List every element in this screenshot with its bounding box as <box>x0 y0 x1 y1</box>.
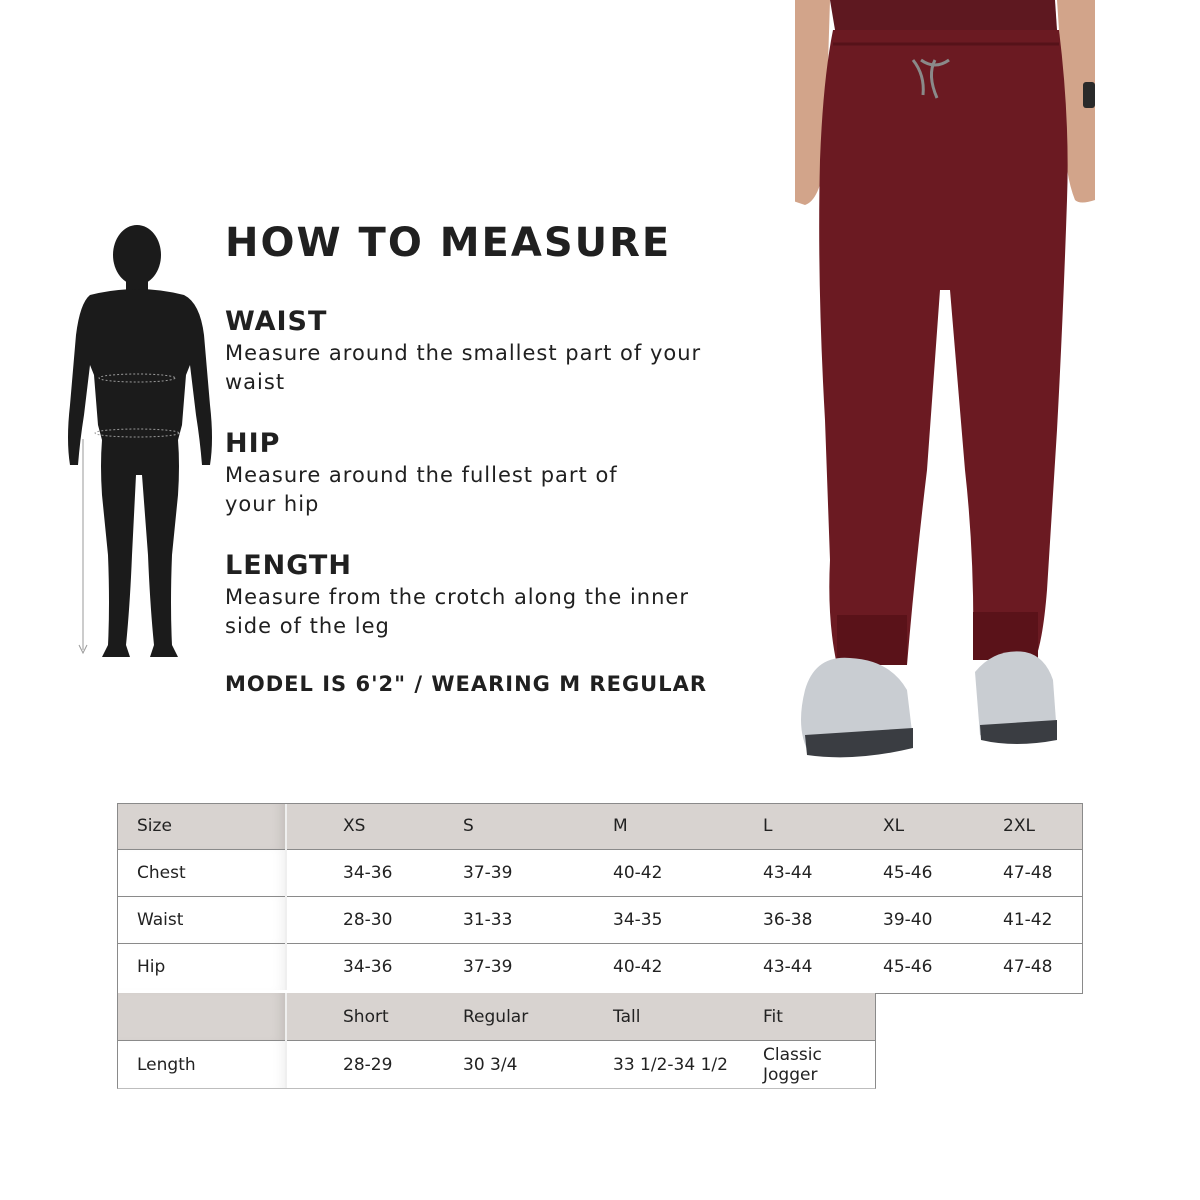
row-label: Waist <box>117 897 286 944</box>
model-note: MODEL IS 6'2" / WEARING M REGULAR <box>225 672 708 696</box>
table-cell: 39-40 <box>883 897 1003 944</box>
table-cell: 28-29 <box>286 1041 463 1089</box>
header-cell-xl: XL <box>883 803 1003 850</box>
table-cell: 41-42 <box>1003 897 1083 944</box>
measure-guide <box>225 220 785 696</box>
table-cell: 34-36 <box>286 850 463 897</box>
length-description: Measure from the crotch along the inner side of the leg <box>225 585 689 638</box>
guide-title: HOW TO MEASURE <box>225 220 672 266</box>
table-cell: 47-48 <box>1003 850 1083 897</box>
header-cell-tall: Tall <box>613 993 763 1041</box>
header-cell-m: M <box>613 803 763 850</box>
length-heading: LENGTH <box>225 550 352 581</box>
length-header-row <box>117 993 876 1041</box>
row-label: Hip <box>117 944 286 991</box>
table-cell: 47-48 <box>1003 944 1083 991</box>
length-section <box>225 550 689 641</box>
header-cell-fit: Fit <box>763 993 876 1041</box>
table-cell: 34-36 <box>286 944 463 991</box>
header-cell-regular: Regular <box>463 993 613 1041</box>
size-chart-table <box>117 803 1083 990</box>
table-cell: 45-46 <box>883 944 1003 991</box>
hip-section <box>225 428 618 519</box>
length-chart-table <box>117 993 876 1088</box>
header-cell-short: Short <box>286 993 463 1041</box>
header-cell-l: L <box>763 803 883 850</box>
table-cell: 33 1/2-34 1/2 <box>613 1041 763 1089</box>
hip-description: Measure around the fullest part of your hip <box>225 463 618 516</box>
row-label: Length <box>117 1041 286 1089</box>
table-cell: 31-33 <box>463 897 613 944</box>
table-cell: 43-44 <box>763 944 883 991</box>
table-cell: 37-39 <box>463 850 613 897</box>
row-label: Chest <box>117 850 286 897</box>
table-cell: 43-44 <box>763 850 883 897</box>
table-cell: 40-42 <box>613 944 763 991</box>
table-row-length <box>117 1041 876 1089</box>
header-cell-size: Size <box>117 803 286 850</box>
table-cell: 34-35 <box>613 897 763 944</box>
header-cell-s: S <box>463 803 613 850</box>
table-cell: 30 3/4 <box>463 1041 613 1089</box>
waist-heading: WAIST <box>225 306 328 337</box>
table-cell: Classic Jogger <box>763 1041 876 1089</box>
table-row-waist <box>117 897 1083 944</box>
model-photo <box>795 0 1095 770</box>
table-cell: 36-38 <box>763 897 883 944</box>
table-cell: 40-42 <box>613 850 763 897</box>
size-header-row <box>117 803 1083 850</box>
header-cell-empty <box>117 993 286 1041</box>
table-row-chest <box>117 850 1083 897</box>
table-cell: 28-30 <box>286 897 463 944</box>
hip-heading: HIP <box>225 428 281 459</box>
header-cell-2xl: 2XL <box>1003 803 1083 850</box>
table-cell: 45-46 <box>883 850 1003 897</box>
waist-description: Measure around the smallest part of your waist <box>225 341 702 394</box>
body-silhouette <box>50 225 230 665</box>
waist-section <box>225 306 701 397</box>
table-row-hip <box>117 944 1083 991</box>
table-cell: 37-39 <box>463 944 613 991</box>
header-cell-xs: XS <box>286 803 463 850</box>
